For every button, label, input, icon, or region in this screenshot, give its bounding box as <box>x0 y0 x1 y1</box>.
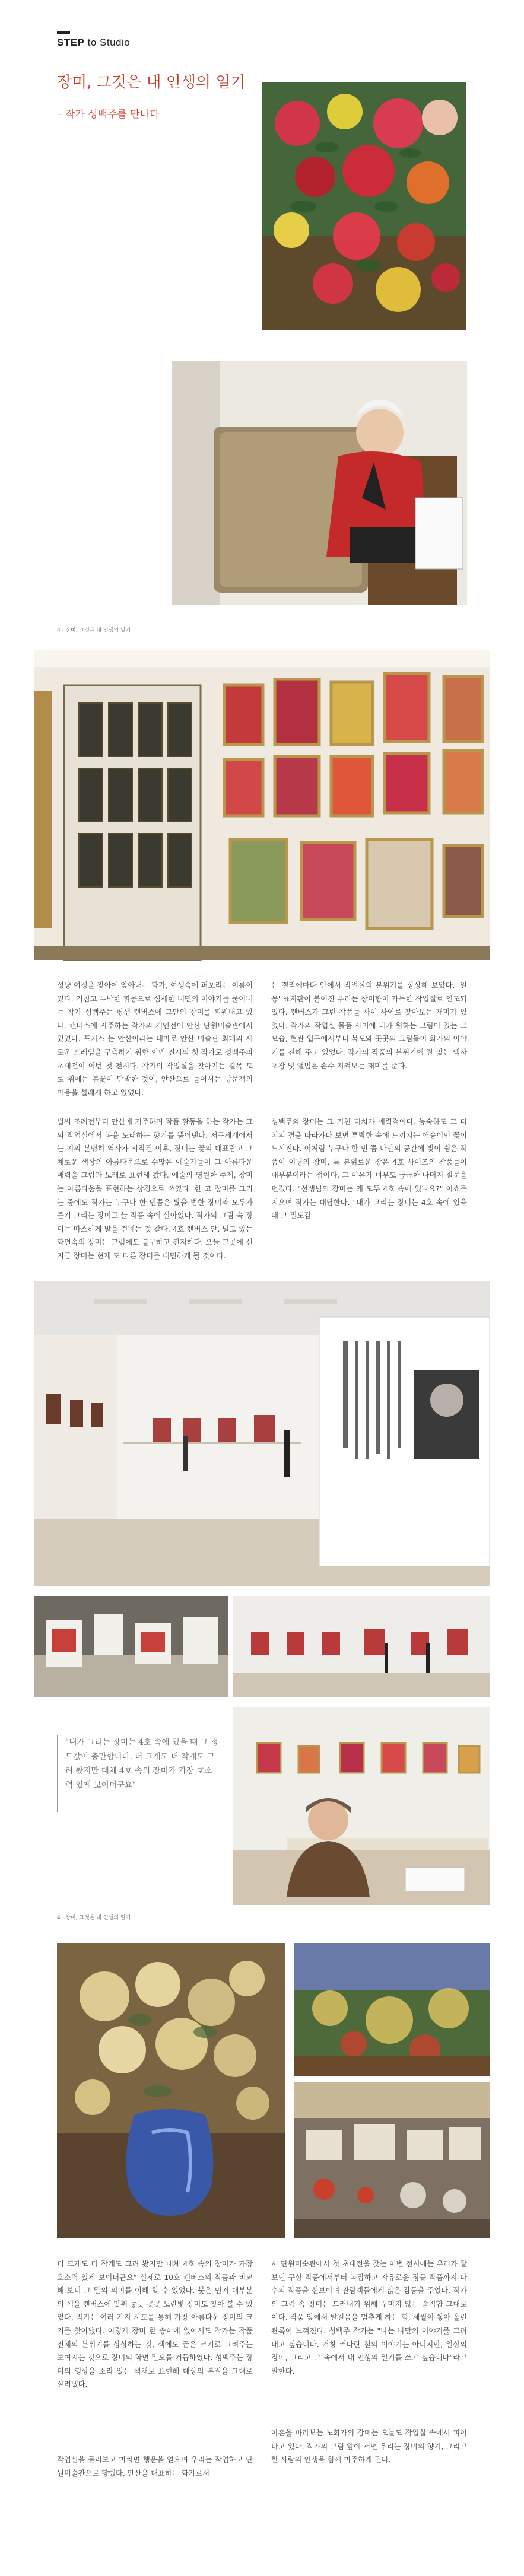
section-label <box>57 37 130 49</box>
studio-wall-photo <box>34 650 490 960</box>
gallery-corridor-photo <box>233 1596 490 1697</box>
artist-portrait-photo <box>172 361 467 605</box>
rose-painting-image <box>262 82 466 330</box>
body-text-col3-b: 작업실을 둘러보고 마치면 행운을 얻으며 우리는 작업하고 단원미술관으로 향했다. 안산을 대표하는 화가로서 <box>57 2456 253 2478</box>
page-title: 장미, 그것은 내 인생의 일기 <box>57 74 246 91</box>
body-text-col1-b: 벌써 조례전부터 안산에 거주하며 작품 활동을 하는 작가는 그의 작업실에서 봄을 노래하는 향기를 뿜어낸다. 서구세계에서는 지의 분명히 역사가 시작된 이후, 장미는 꽃의 대표랍고 그 채로운 색상의 아름다움으로 수많은 예술가들이 그 아름다운 매력을 그림과 노래로 표현해 왔다. 예술의 영원한 주제, 장미는 아름다움을 표현하는 상징으로 쓰였다. 한 고 장미를 그리는 중에도 작가는 누구나 한 번쯤은 봤을 법한 장미와 모두가 즐겨 그리는 장미로 늘 작품 속에 살아있다. 작가의 그림 속 장미는 따스하게 말을 건네는 것 같다. 4호 캔버스 안, 밀도 있는 화면속의 장미는 그럼에도 불구하고 진지하다. 오늘 그곳에 선 지금 장미는 현재 또 다른 장미를 대면하게 될 것이다. <box>57 1118 253 1260</box>
landscape-painting-image <box>294 1943 490 2076</box>
section-marker-bar <box>57 31 70 34</box>
body-text-col4-a: 서 단원미술관에서 첫 초대전을 갖는 이번 전시에는 우리가 잘 보던 구상 작품에서부터 복잡하고 자유로운 정물 작품까지 다수의 작품을 선보이며 관람객들에게 많은 감동을 주었다. 작가의 그림 속 장미는 드러내기 위해 꾸미지 않는 솔직함 그대로이다. 작품 앞에서 발걸음을 멈추게 하는 힘, 세월이 쌓아 올린 관록이 느껴진다. 성백주 작가는 "나는 나만의 이야기를 그려 내고 싶습니다. 거창 커다란 철의 이야기는 아니지만, 일상의 장미, 그리고 그 속에서 내 인생의 일기를 쓰고 싶습니다"라고 말한다. <box>271 2260 467 2375</box>
body-text-col1-a: 성냥 여정을 찾아에 앞아내는 화가, 여생속에 퍼포리는 이름이 있다. 거침고 투박한 휘뭉으로 섬세한 내면의 이야기를 풀어내는 작가 성백주는 평생 캔버스에 그만의 장미를 피워내고 있다. 캔버스에 자주하는 작가의 개인전이 안산 단원미술관에서 있었다. 포커스 는 안산이라는 테마로 안산 미술관 최대의 새로운 프레임을 구축하기 위한 이번 전시의 첫 작가로 성백주의 초대전이 이번 첫 전시다. 작가의 작업실을 찾아가는 길목 도로 위에는 봄꽃이 만발한 것이, 안산으로 들어서는 방문객의 마음을 설레게 하고 있었다. <box>57 981 253 1097</box>
exhibition-table-photo <box>34 1596 228 1697</box>
body-text-col4-b: 아흔을 바라보는 노화가의 장미는 오늘도 작업실 속에서 피어나고 있다. 작가의 그림 앞에 서면 우리는 장미의 향기, 그리고 한 사람의 인생을 함께 마주하게 된다. <box>271 2429 467 2464</box>
body-text-col2-a: 는 캘리에마다 안에서 작업실의 분위기를 상상해 보았다. '일몽' 표지판이 붙어진 우리는 장미향이 가득한 작업실로 인도되었다. 캔버스가 그린 작품들 사이 사이로 찾아보는 재미가 있었다. 작가의 작업실 물품 사이에 내가 원하는 그림이 있는 그 모습, 현관 입구에서부터 복도와 곳곳의 그림들이 화가의 이야기를 전해 주고 있었다. 작가의 작품의 분위기에 잘 맞는 액자 포장 및 앨범은 손수 지켜보는 재미를 준다. <box>271 981 467 1070</box>
artist-in-gallery-photo <box>233 1707 490 1905</box>
page-caption-top: 4 · 장미, 그것은 내 인생의 일기 <box>57 628 131 634</box>
body-text-col2-b: 성백주의 장미는 그 거친 터치가 매력적이다. 능숙하도 그 터치의 결을 따라가다 보면 투박한 속에 느껴지는 애송이인 꽃이 느껴진다. 이처럼 누구나 한 번 쯤 나만의 공간에 빛이 쉼은 작품이 이닝의 장미, 특 분위로운 장은 4호 사이즈의 작품들이 대부분이라는 점이다. 그 이유가 너무도 궁금한 나머지 질문을 던졌다. "선생님의 장미는 왜 모두 4호 속에 있나요?" 이쇼를 지으며 작가는 대답한다. "내가 그리는 장미는 4호 속에 있을 때 그 밀도감 <box>271 1118 467 1220</box>
exhibition-hall-photo <box>34 1281 490 1586</box>
quote-divider <box>57 1735 58 1812</box>
studio-desk-photo <box>294 2082 490 2238</box>
body-text-col3-a: 더 크게도 더 작게도 그려 봤지만 대체 4호 속의 장미가 가장 호소력 있게 보이더군요" 실제로 10호 캔버스의 작품과 비교해 보니 그 말의 의미를 이해 할 수 있었다. 붓은 먼저 대부분의 색을 캔버스에 맞춰 놓듯 곳곳 노란빛 장미도 찾아 볼 수 있었다. 작가는 여러 가지 시도를 통해 가장 아름다운 장미의 크기를 찾아냈다. 이렇게 장미 한 송이에 있어서도 작가는 작품 전체의 분위기를 상상하는 것, 색에도 끝은 크기로 그려주는 보여지는 것으로 장미의 화면 밀도를 거듭하였다. 성백주는 장미의 형상을 소리 있는 색채로 표현해 대상의 본질을 그대로 살려냈다. <box>57 2260 253 2389</box>
page-subtitle: – 작가 성백주를 만나다 <box>57 109 160 120</box>
section-label-bold: STEP <box>57 37 85 48</box>
page-caption-bottom: 4 · 장미, 그것은 내 인생의 일기 <box>57 1915 131 1921</box>
yellow-rose-painting-image <box>57 1943 285 2238</box>
pull-quote: "내가 그리는 장미는 4호 속에 있을 때 그 정도값이 충만합니다. 더 크게도 더 작게도 그려 봤지만 대체 4호 속의 장미가 가장 호소력 있게 보이더군요" <box>65 1738 218 1790</box>
section-label-rest: to Studio <box>84 37 131 48</box>
